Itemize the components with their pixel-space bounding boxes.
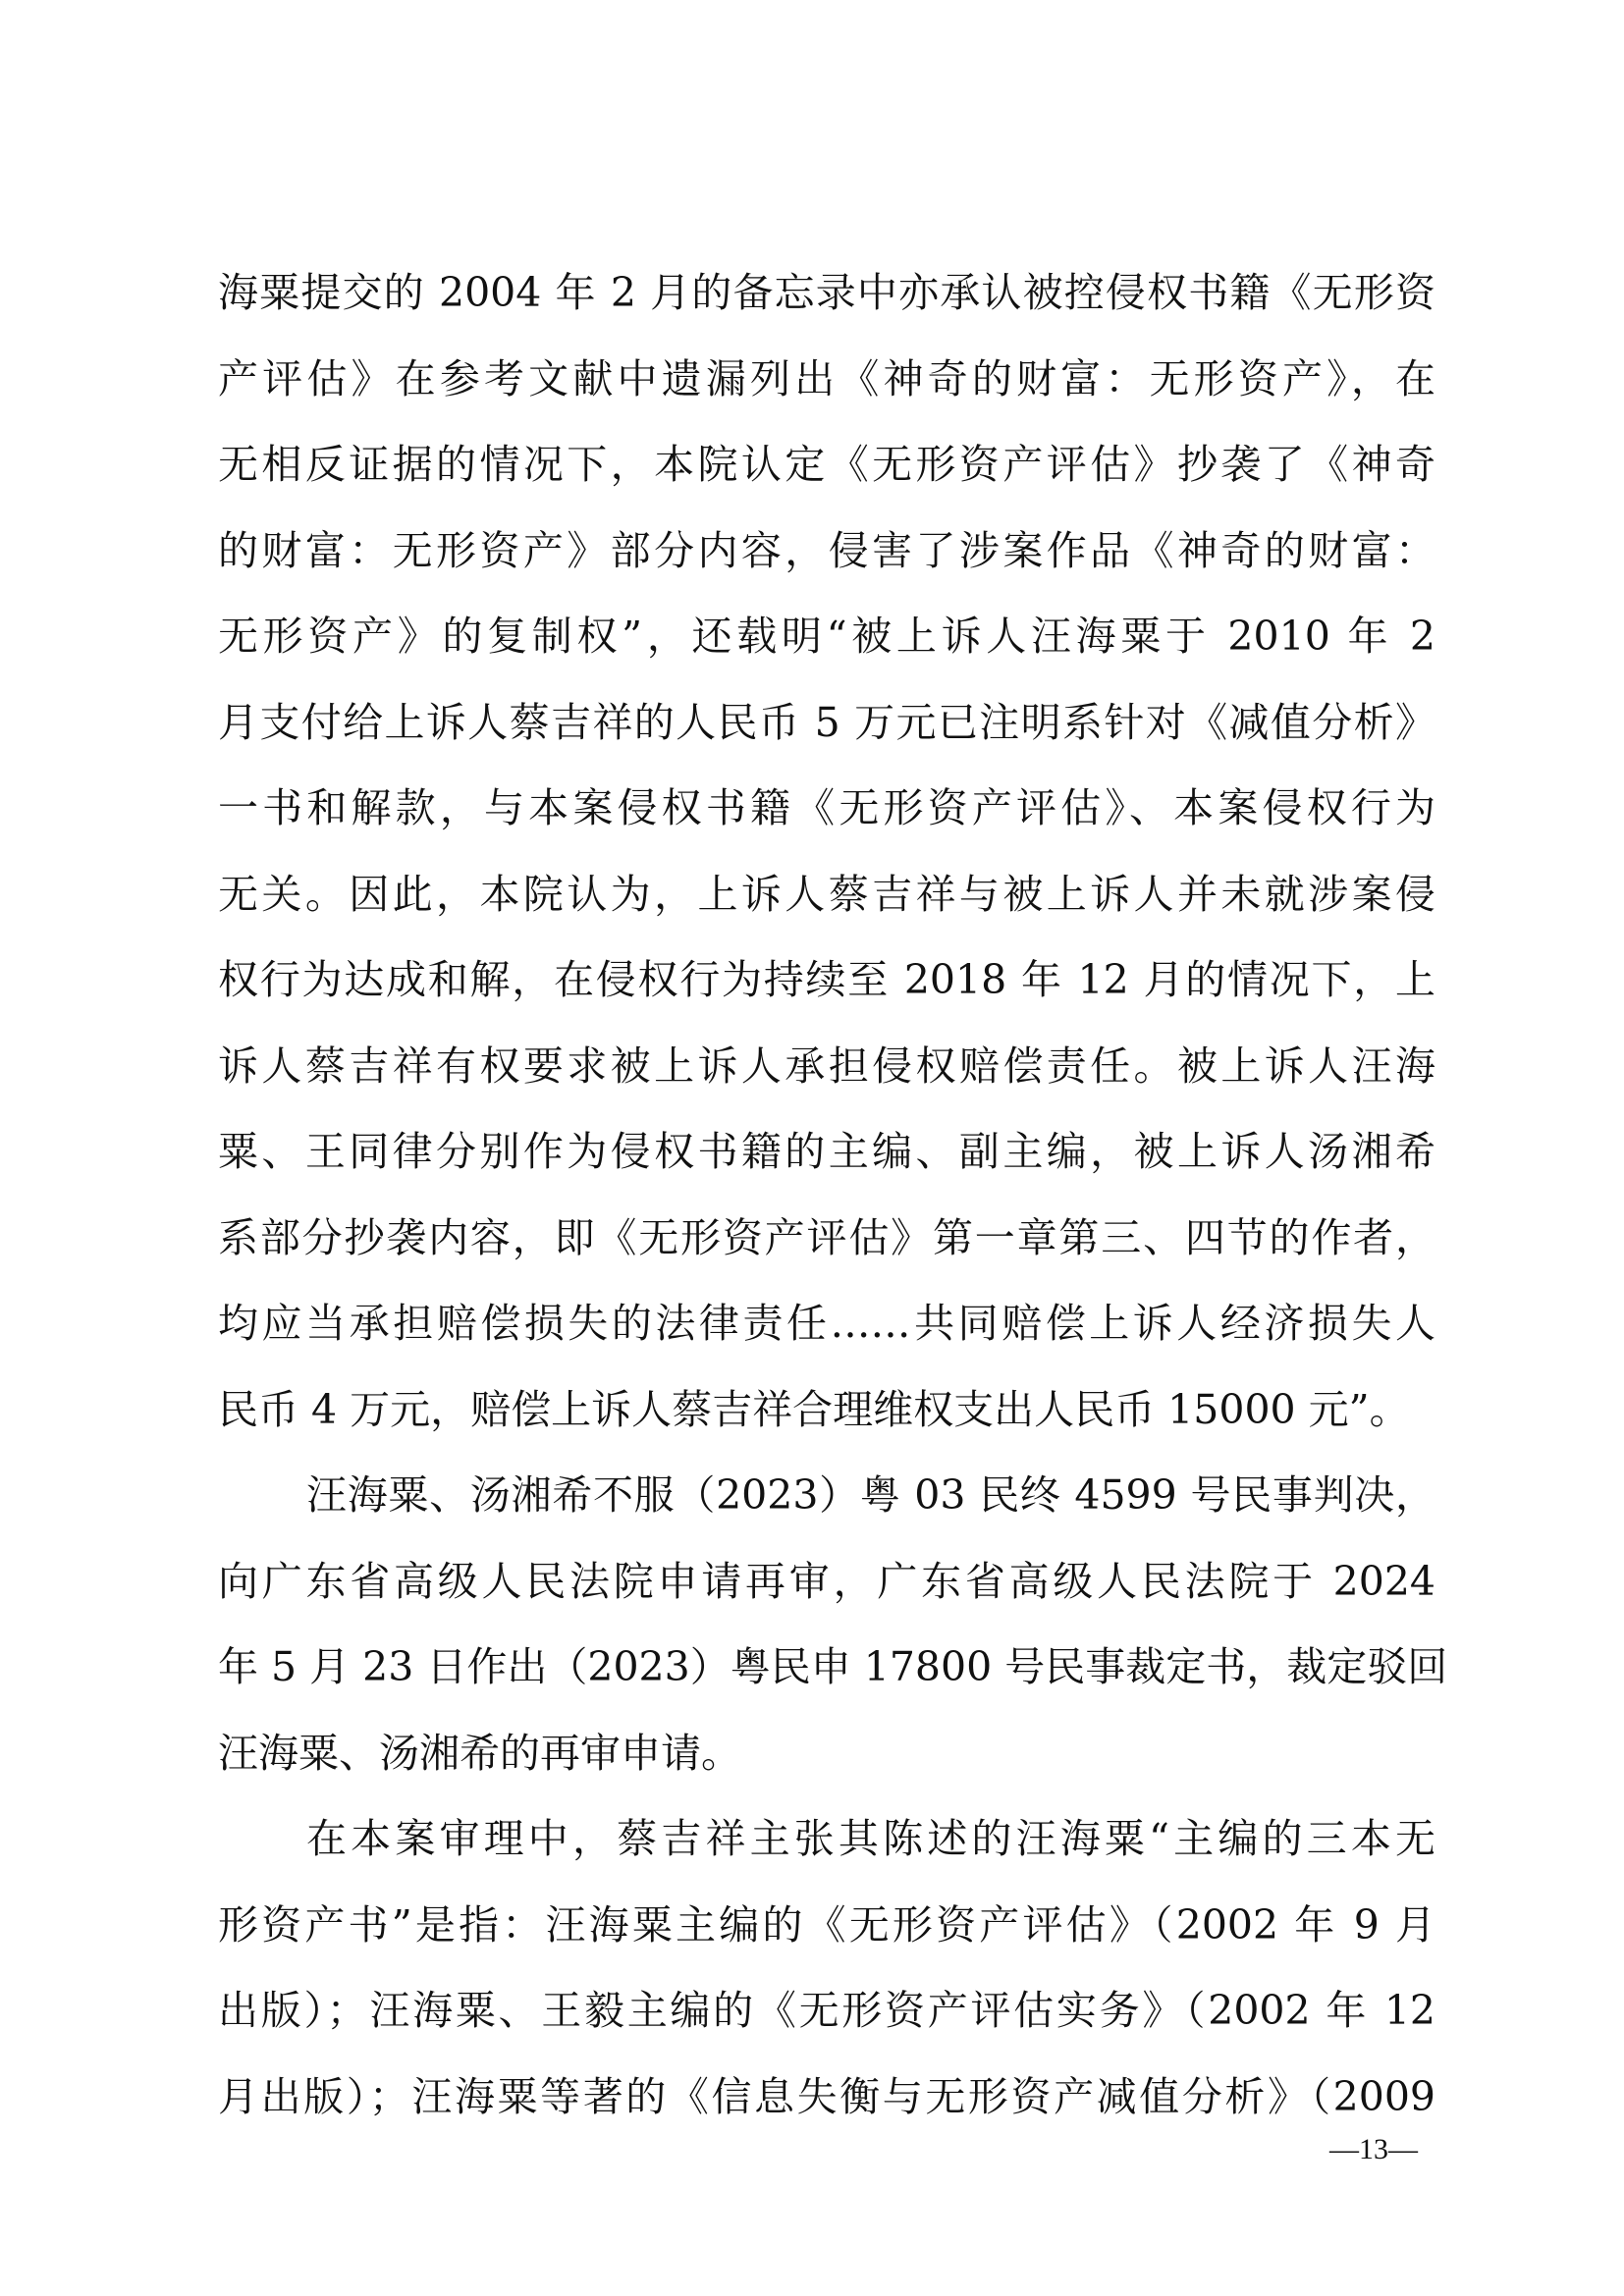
text-line: 一书和解款，与本案侵权书籍《无形资产评估》、本案侵权行为 [218, 784, 1435, 831]
text-line: 月支付给上诉人蔡吉祥的人民币 5 万元已注明系针对《减值分析》 [218, 698, 1435, 746]
text-line: 诉人蔡吉祥有权要求被上诉人承担侵权赔偿责任。被上诉人汪海 [218, 1041, 1435, 1090]
text-line: 粟、王同律分别作为侵权书籍的主编、副主编，被上诉人汤湘希 [218, 1128, 1435, 1175]
text-line: 无关。因此，本院认为，上诉人蔡吉祥与被上诉人并未就涉案侵 [218, 870, 1435, 918]
text-line: 系部分抄袭内容，即《无形资产评估》第一章第三、四节的作者， [218, 1213, 1435, 1261]
paragraph-first-line: 在本案审理中，蔡吉祥主张其陈述的汪海粟“主编的三本无 [306, 1815, 1435, 1862]
text-line: 形资产书”是指：汪海粟主编的《无形资产评估》（2002 年 9 月 [218, 1900, 1435, 1949]
text-line: 出版）；汪海粟、王毅主编的《无形资产评估实务》（2002 年 12 [218, 1987, 1435, 2034]
page-number: —13— [1329, 2133, 1418, 2165]
text-line: 民币 4 万元，赔偿上诉人蔡吉祥合理维权支出人民币 15000 元”。 [218, 1385, 1410, 1433]
paragraph-first-line: 汪海粟、汤湘希不服（2023）粤 03 民终 4599 号民事判决， [306, 1471, 1435, 1519]
text-line: 海粟提交的 2004 年 2 月的备忘录中亦承认被控侵权书籍《无形资 [218, 269, 1435, 316]
text-line: 年 5 月 23 日作出（2023）粤民申 17800 号民事裁定书，裁定驳回 [218, 1643, 1448, 1690]
document-body [218, 250, 1448, 2140]
text-line: 权行为达成和解，在侵权行为持续至 2018 年 12 月的情况下，上 [218, 956, 1435, 1003]
text-line: 向广东省高级人民法院申请再审，广东省高级人民法院于 2024 [218, 1557, 1435, 1605]
text-line: 的财富：无形资产》部分内容，侵害了涉案作品《神奇的财富： [218, 526, 1435, 574]
text-line: 均应当承担赔偿损失的法律责任……共同赔偿上诉人经济损失人 [218, 1300, 1435, 1347]
text-line: 无相反证据的情况下，本院认定《无形资产评估》抄袭了《神奇 [218, 441, 1435, 488]
text-line: 月出版）；汪海粟等著的《信息失衡与无形资产减值分析》（2009 [218, 2072, 1435, 2120]
text-line: 汪海粟、汤湘希的再审申请。 [218, 1729, 741, 1777]
text-line: 无形资产》的复制权”，还载明“被上诉人汪海粟于 2010 年 2 [218, 613, 1435, 660]
text-line: 产评估》在参考文献中遗漏列出《神奇的财富：无形资产》，在 [218, 354, 1435, 402]
